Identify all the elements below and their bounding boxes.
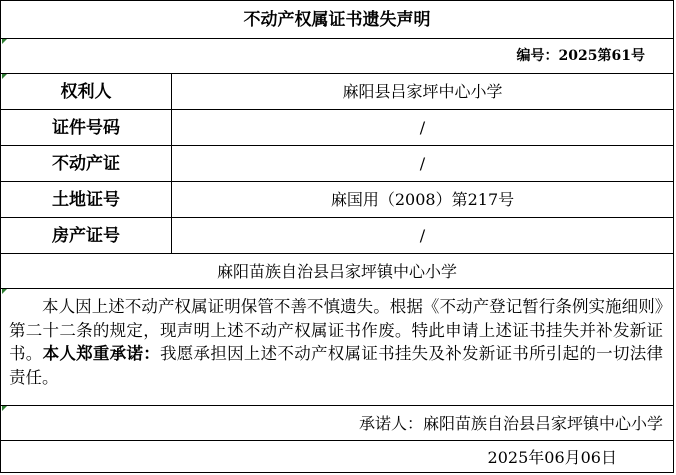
field-label: 证件号码 [1, 110, 172, 145]
owner-line: 麻阳苗族自治县吕家坪镇中心小学 [1, 254, 673, 289]
field-value: 麻阳县吕家坪中心小学 [342, 82, 503, 101]
field-value: / [419, 118, 426, 137]
field-row-id-number [1, 110, 673, 146]
declaration-date: 2025年06月06日 [487, 448, 617, 467]
field-label: 不动产证 [1, 146, 172, 181]
document-number: 编号：2025第61号 [1, 39, 673, 74]
field-row-land-certificate [1, 182, 673, 218]
field-row-property-certificate [1, 146, 673, 182]
field-label: 土地证号 [1, 182, 172, 217]
document-title: 不动产权属证书遗失声明 [1, 1, 673, 39]
statement-text: 本人因上述不动产权属证明保管不善不慎遗失。根据《不动产登记暂行条例实施细则》第二十二条的规定，现声明上述不动产权属证书作废。特此申请上述证书挂失并补发新证书。 [9, 297, 663, 363]
statement-text-after: 我愿承担因上述不动产权属证书挂失及补发新证书所引起的一切法律责任。 [9, 344, 664, 387]
declaration-statement [1, 289, 673, 406]
field-label: 房产证号 [1, 218, 172, 253]
field-row-rights-holder [1, 74, 673, 110]
statement-bold-commitment: 本人郑重承诺： [42, 344, 160, 363]
field-value: / [419, 226, 426, 245]
field-value: / [419, 154, 426, 173]
field-row-house-certificate [1, 218, 673, 254]
field-label: 权利人 [1, 74, 172, 109]
field-value: 麻国用（2008）第217号 [330, 190, 515, 209]
promisor-line: 承诺人：麻阳苗族自治县吕家坪镇中心小学 [1, 406, 673, 441]
